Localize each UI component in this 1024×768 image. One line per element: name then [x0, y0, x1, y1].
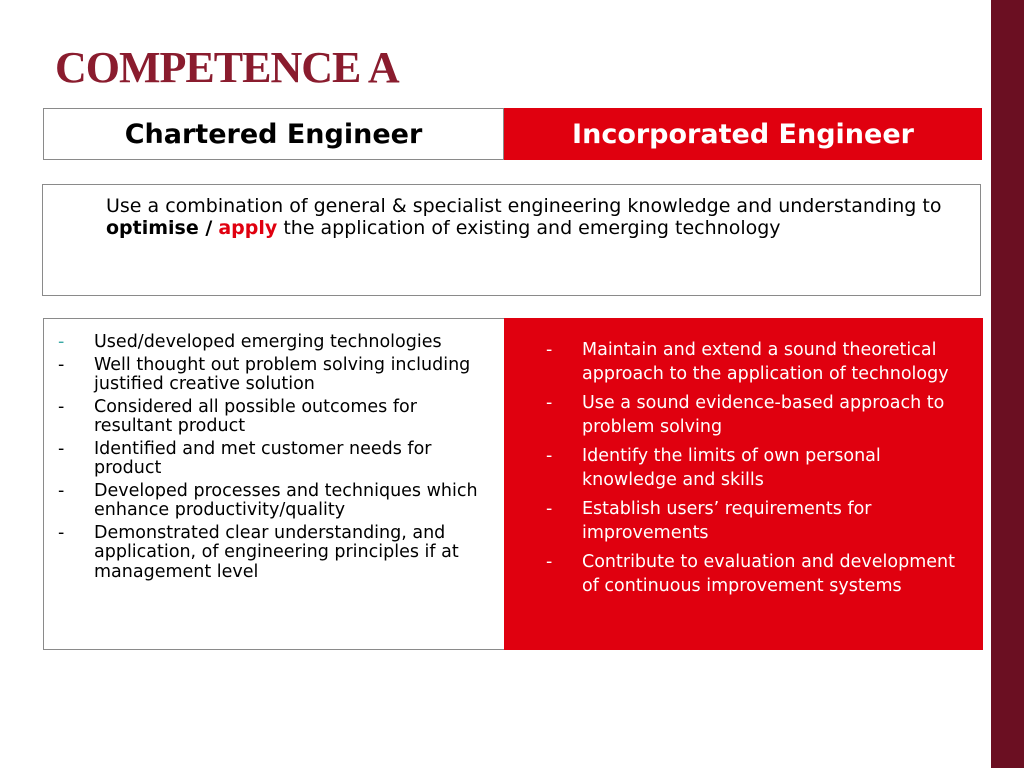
bullet-dash: -: [58, 354, 65, 375]
chartered-engineer-header: Chartered Engineer: [43, 108, 504, 160]
bullet-dash: -: [58, 438, 65, 459]
list-item-text: Contribute to evaluation and development of continuous improvement systems: [582, 552, 955, 596]
chartered-engineer-panel: [43, 318, 505, 650]
list-item-text: Maintain and extend a sound theoretical approach to the application of technology: [582, 340, 949, 384]
bullet-dash: -: [58, 396, 65, 417]
list-item-text: Use a sound evidence-based approach to problem solving: [582, 393, 945, 437]
list-item: [58, 398, 496, 437]
side-accent-bar: [991, 0, 1024, 768]
list-item-text: Identified and met customer needs for product: [94, 438, 432, 478]
statement-text-start: Use a combination of general & specialist engineering knowledge and understanding to: [106, 195, 942, 217]
bullet-dash: -: [546, 499, 553, 519]
chartered-criteria-list: [58, 333, 496, 582]
list-item: [58, 440, 496, 479]
list-item-text: Establish users’ requirements for improvements: [582, 499, 872, 543]
list-item-text: Well thought out problem solving including justified creative solution: [94, 354, 471, 394]
list-item: [546, 391, 973, 439]
list-item-text: Identify the limits of own personal knowledge and skills: [582, 446, 881, 490]
list-item: [546, 444, 973, 492]
list-item-text: Considered all possible outcomes for resultant product: [94, 396, 417, 436]
incorporated-engineer-header: Incorporated Engineer: [504, 108, 982, 160]
list-item: [546, 338, 973, 386]
list-item: [546, 497, 973, 545]
engineer-header-row: [43, 108, 982, 160]
list-item: [58, 524, 496, 583]
bullet-dash: -: [546, 446, 553, 466]
statement-text-end: the application of existing and emerging technology: [277, 217, 781, 239]
incorporated-engineer-panel: [504, 318, 983, 650]
page-title: COMPETENCE A: [55, 43, 399, 92]
list-item-text: Developed processes and techniques which enhance productivity/quality: [94, 480, 478, 520]
statement-emphasis-optimise: optimise /: [106, 217, 213, 239]
list-item: [58, 356, 496, 395]
shared-competence-statement: [42, 184, 981, 296]
list-item: [58, 482, 496, 521]
list-item-text: Used/developed emerging technologies: [94, 332, 442, 352]
bullet-dash: -: [546, 340, 553, 360]
bullet-dash: -: [58, 480, 65, 501]
list-item: [546, 550, 973, 598]
bullet-dash: -: [546, 552, 553, 572]
list-item-text: Demonstrated clear understanding, and application, of engineering principles if at management level: [94, 522, 459, 582]
bullet-dash: -: [58, 332, 65, 352]
bullet-dash: -: [58, 522, 65, 543]
statement-emphasis-apply: apply: [218, 217, 278, 239]
list-item: [58, 333, 496, 353]
incorporated-criteria-list: [546, 338, 973, 598]
bullet-dash: -: [546, 393, 553, 413]
